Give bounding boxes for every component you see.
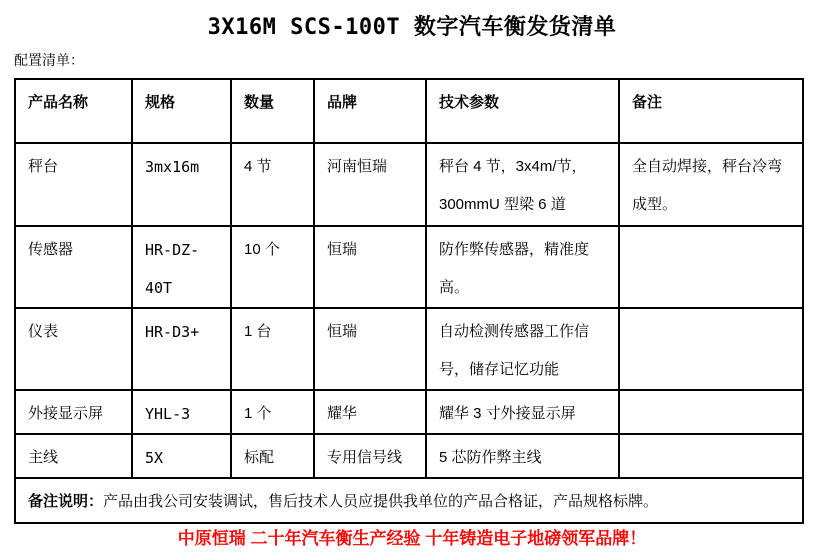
cell-params: 自动检测传感器工作信号，储存记忆功能 xyxy=(426,308,619,390)
cell-product: 外接显示屏 xyxy=(15,390,132,434)
note-cell xyxy=(15,478,803,523)
col-header-remark: 备注 xyxy=(619,79,803,143)
cell-brand: 专用信号线 xyxy=(314,434,426,478)
col-header-spec: 规格 xyxy=(132,79,231,143)
cell-remark xyxy=(619,226,803,308)
config-list-label: 配置清单： xyxy=(14,52,84,68)
note-text: 产品由我公司安装调试，售后技术人员应提供我单位的产品合格证，产品规格标牌。 xyxy=(103,493,659,510)
table-row xyxy=(15,226,803,308)
table-row xyxy=(15,434,803,478)
cell-brand: 河南恒瑞 xyxy=(314,143,426,226)
table-row xyxy=(15,308,803,390)
col-header-params: 技术参数 xyxy=(426,79,619,143)
table-header-row xyxy=(15,79,803,143)
col-header-brand: 品牌 xyxy=(314,79,426,143)
cell-brand: 恒瑞 xyxy=(314,308,426,390)
cell-brand: 耀华 xyxy=(314,390,426,434)
cell-remark: 全自动焊接，秤台冷弯成型。 xyxy=(619,143,803,226)
cell-product: 传感器 xyxy=(15,226,132,308)
cell-qty: 10 个 xyxy=(231,226,314,308)
cell-spec: HR-DZ-40T xyxy=(132,226,231,308)
cell-remark xyxy=(619,434,803,478)
cell-qty: 1 个 xyxy=(231,390,314,434)
cell-product: 主线 xyxy=(15,434,132,478)
shipping-spec-table xyxy=(14,78,804,524)
table-row xyxy=(15,143,803,226)
table-note-row xyxy=(15,478,803,523)
cell-remark xyxy=(619,390,803,434)
note-label: 备注说明： xyxy=(28,493,104,510)
cell-brand: 恒瑞 xyxy=(314,226,426,308)
cell-qty: 标配 xyxy=(231,434,314,478)
cell-remark xyxy=(619,308,803,390)
col-header-qty: 数量 xyxy=(231,79,314,143)
cell-params: 防作弊传感器，精准度高。 xyxy=(426,226,619,308)
cell-qty: 4 节 xyxy=(231,143,314,226)
cell-spec: HR-D3+ xyxy=(132,308,231,390)
cell-params: 5 芯防作弊主线 xyxy=(426,434,619,478)
table-row xyxy=(15,390,803,434)
cell-qty: 1 台 xyxy=(231,308,314,390)
page-title: 3X16M SCS-100T 数字汽车衡发货清单 xyxy=(207,15,617,40)
cell-spec: 3mx16m xyxy=(132,143,231,226)
cell-params: 耀华 3 寸外接显示屏 xyxy=(426,390,619,434)
footer-slogan: 中原恒瑞 二十年汽车衡生产经验 十年铸造电子地磅领军品牌！ xyxy=(177,529,647,548)
cell-product: 仪表 xyxy=(15,308,132,390)
cell-params: 秤台 4 节，3x4m/节，300mmU 型梁 6 道 xyxy=(426,143,619,226)
cell-spec: 5X xyxy=(132,434,231,478)
cell-product: 秤台 xyxy=(15,143,132,226)
col-header-product: 产品名称 xyxy=(15,79,132,143)
cell-spec: YHL-3 xyxy=(132,390,231,434)
